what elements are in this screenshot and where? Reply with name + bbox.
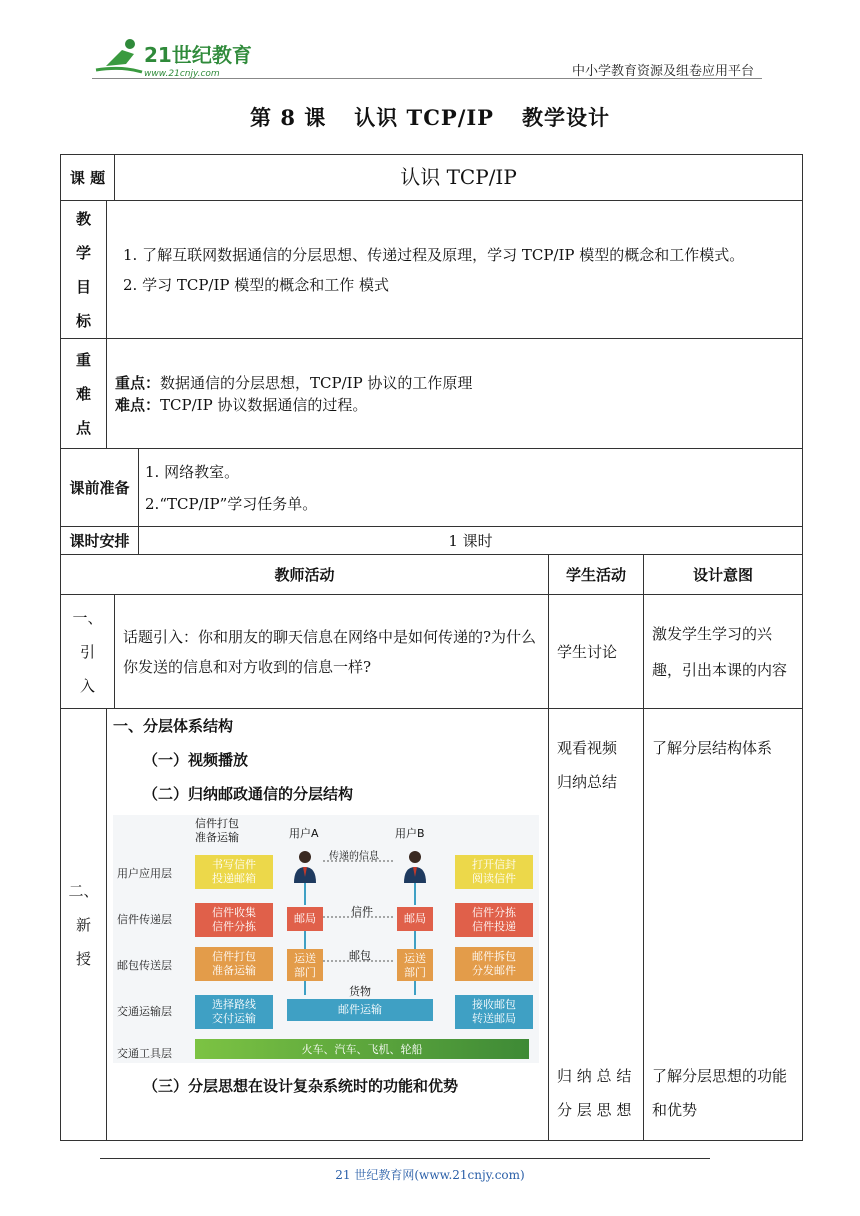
key-points-content: 重点：数据通信的分层思想，TCP/IP 协议的工作原理 难点：TCP/IP 协议数据通信的过程。: [107, 339, 803, 449]
lesson-number: 第 8 课: [250, 105, 327, 130]
svg-text:21世纪教育: 21世纪教育: [144, 43, 252, 67]
section-2-teacher: [107, 709, 549, 1141]
section-2-intent: 了解分层结构体系 了解分层思想的功能和优势: [644, 709, 803, 1141]
platform-name: 中小学教育资源及组卷应用平台: [572, 64, 755, 79]
section-2-label: 二、 新 授: [61, 709, 107, 1141]
postal-layer-diagram: 信件打包 准备运输 用户A 用户B 传递的信息 用户应用层 信件传递层 邮包传送层 交通运输层 交通工具层 书写信件 投递邮箱 打开信封 阅读信件 信件收集 信件分拣 邮局 信件 邮局 信件分拣 信件投递 信件打包 准备运输 运送 部门 邮包 运送 部门 邮件拆包 分发邮件 货物 选择路线 交付运输 邮件运输 接收邮包 转送邮局 火车、汽车、飞机、轮船: [113, 815, 539, 1063]
runner-logo-icon: [92, 36, 262, 80]
svg-text:www.21cnjy.com: www.21cnjy.com: [144, 69, 220, 79]
col-student-activity: 学生活动: [549, 555, 644, 595]
heading-layer-advantages: （三）分层思想在设计复杂系统时的功能和优势: [143, 1077, 459, 1095]
user-b-icon: [402, 849, 428, 885]
section-2-student: 观看视频 归纳总结 归 纳 总 结 分 层 思 想: [549, 709, 644, 1141]
document-title: [0, 102, 860, 132]
footer-text: 21 世纪教育网(www.21cnjy.com): [335, 1168, 525, 1182]
section-1-teacher: 话题引入：你和朋友的聊天信息在网络中是如何传递的?为什么你发送的信息和对方收到的信息一样?: [115, 595, 549, 709]
lesson-plan-table: [60, 154, 803, 1141]
key-points-label: 重 难 点: [61, 339, 107, 449]
goal-content: [107, 201, 803, 339]
footer-divider: [100, 1158, 710, 1159]
topic-label: 课 题: [61, 155, 115, 201]
header-divider: [92, 78, 762, 79]
heading-video: （一）视频播放: [143, 751, 249, 769]
section-1-intent: 激发学生学习的兴趣，引出本课的内容: [644, 595, 803, 709]
heading-layered-structure: 一、分层体系结构: [113, 717, 234, 735]
section-1-label: 一、 引 入: [61, 595, 115, 709]
goal-label: 教 学 目 标: [61, 201, 107, 339]
lesson-topic: 认识 TCP/IP: [354, 105, 494, 130]
goal-2: 2. 学习 TCP/IP 模型的概念和工作 模式: [123, 275, 390, 294]
time-value: 1 课时: [139, 527, 803, 555]
col-teacher-activity: 教师活动: [61, 555, 549, 595]
prep-content: 1. 网络教室。 2.“TCP/IP”学习任务单。: [139, 449, 803, 527]
site-logo: [92, 36, 262, 80]
topic-value: 认识 TCP/IP: [115, 155, 803, 201]
prep-label: 课前准备: [61, 449, 139, 527]
col-design-intent: 设计意图: [644, 555, 803, 595]
time-label: 课时安排: [61, 527, 139, 555]
goal-1: 1. 了解互联网数据通信的分层思想、传递过程及原理，学习 TCP/IP 模型的概念和工作模式。: [123, 245, 745, 264]
lesson-kind: 教学设计: [521, 105, 610, 130]
heading-postal-layers: （二）归纳邮政通信的分层结构: [143, 785, 354, 803]
user-a-icon: [292, 849, 318, 885]
section-1-student: 学生讨论: [549, 595, 644, 709]
